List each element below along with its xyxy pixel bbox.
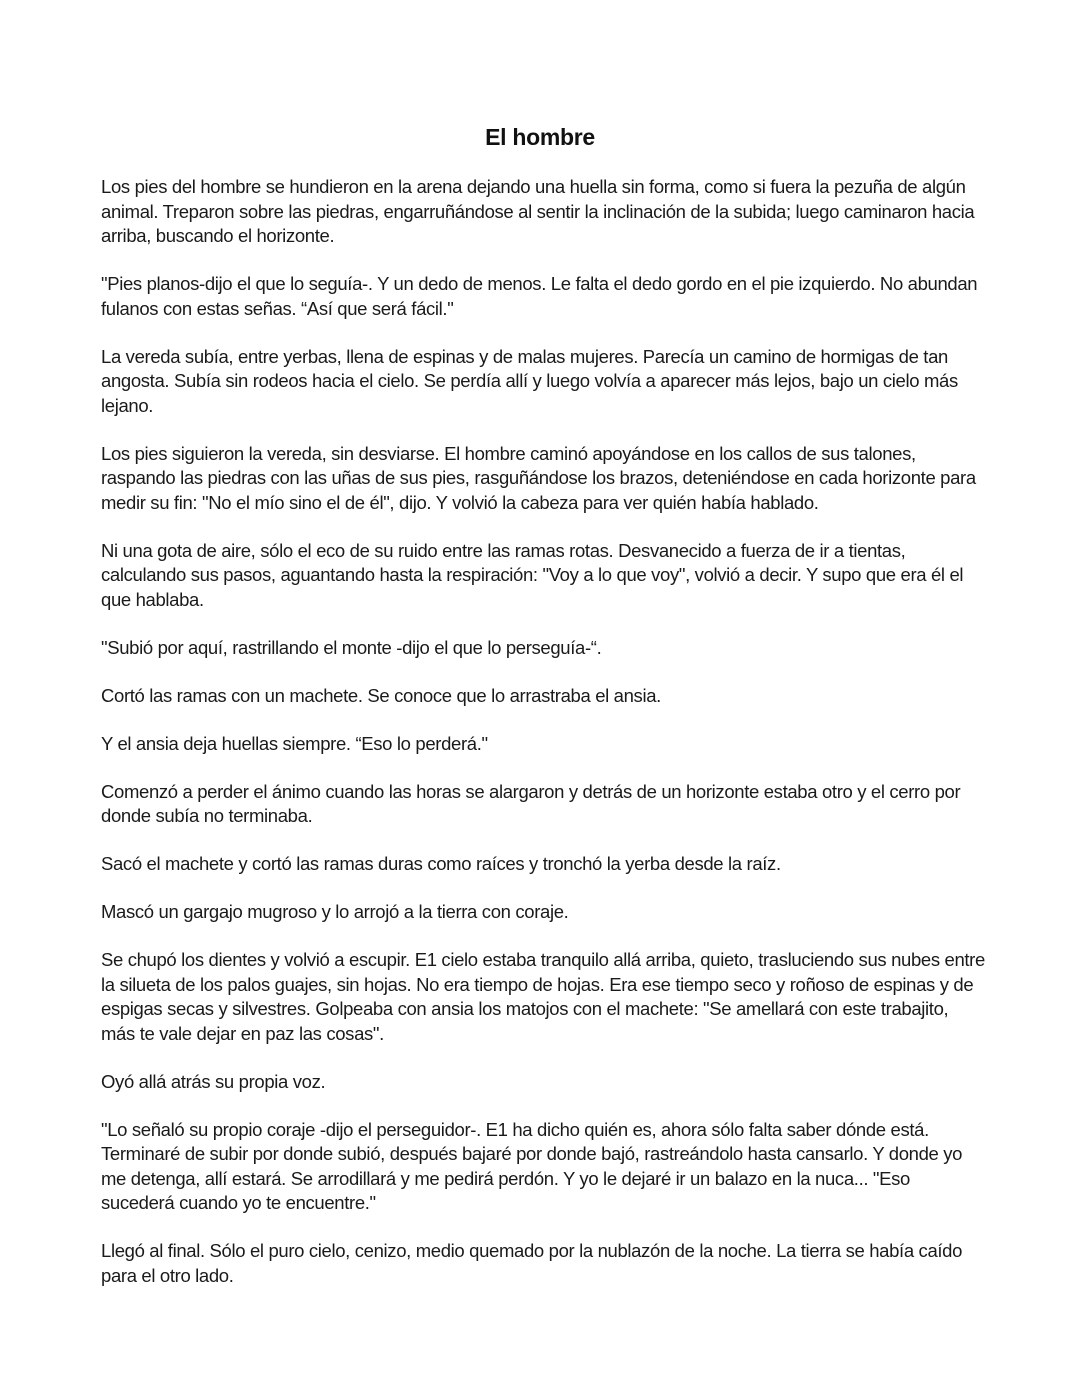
paragraph: Sacó el machete y cortó las ramas duras como raíces y tronchó la yerba desde la raíz. — [101, 853, 781, 874]
paragraph: La vereda subía, entre yerbas, llena de espinas y de malas mujeres. Parecía un camino de hormigas de tan angosta. Subía sin rodeos hacia el cielo. Se perdía allí y luego volvía a aparecer más lejos, bajo un cielo más lejano. — [101, 345, 958, 416]
document-body — [101, 175, 985, 1312]
paragraph: Ni una gota de aire, sólo el eco de su ruido entre las ramas rotas. Desvanecido a fuerza de ir a tientas, calculando sus pasos, aguantando hasta la respiración: "Voy a lo que voy", volvió a decir. Y supo que era él el que hablaba. — [101, 539, 964, 610]
paragraph: Y el ansia deja huellas siempre. “Eso lo perderá." — [101, 732, 488, 754]
paragraph: "Lo señaló su propio coraje -dijo el perseguidor-. E1 ha dicho quién es, ahora sólo falta saber dónde está. Terminaré de subir por donde subió, después bajaré por donde bajó, rastreándolo hasta cansarlo. Y donde yo me detenga, allí estará. Se arrodillará y me pedirá perdón. Y yo le dejaré ir un balazo en la nuca... "Eso sucederá cuando yo te encuentre." — [101, 1118, 963, 1213]
paragraph: "Pies planos-dijo el que lo seguía-. Y un dedo de menos. Le falta el dedo gordo en el pie izquierdo. No abundan fulanos con estas señas. “Así que será fácil." — [101, 273, 978, 319]
paragraph: Se chupó los dientes y volvió a escupir. E1 cielo estaba tranquilo allá arriba, quieto, trasluciendo sus nubes entre la silueta de los palos guajes, sin hojas. No era tiempo de hojas. Era ese tiempo seco y roñoso de espinas y de espigas secas y silvestres. Golpeaba con ansia los matojos con el machete: "Se amellará con este trabajito, más te vale dejar en paz las cosas". — [101, 949, 985, 1044]
paragraph: Los pies siguieron la vereda, sin desviarse. El hombre caminó apoyándose en los callos de sus talones, raspando las piedras con las uñas de sus pies, rasguñándose los brazos, deteniéndose en cada horizonte para medir su fin: "No el mío sino el de él", dijo. Y volvió la cabeza para ver quién había hablado. — [101, 442, 976, 513]
paragraph: Comenzó a perder el ánimo cuando las horas se alargaron y detrás de un horizonte estaba otro y el cerro por donde subía no terminaba. — [101, 780, 961, 826]
paragraph: Oyó allá atrás su propia voz. — [101, 1070, 326, 1092]
document-title: El hombre — [485, 124, 595, 150]
paragraph: Los pies del hombre se hundieron en la arena dejando una huella sin forma, como si fuera la pezuña de algún animal. Treparon sobre las piedras, engarruñándose al sentir la inclinación de la subida; luego caminaron hacia arriba, buscando el horizonte. — [101, 176, 975, 246]
paragraph: "Subió por aquí, rastrillando el monte -dijo el que lo perseguía-“. — [101, 636, 602, 658]
paragraph: Mascó un gargajo mugroso y lo arrojó a la tierra con coraje. — [101, 901, 569, 922]
paragraph: Llegó al final. Sólo el puro cielo, cenizo, medio quemado por la nublazón de la noche. La tierra se había caído para el otro lado. — [101, 1240, 963, 1286]
paragraph: Cortó las ramas con un machete. Se conoce que lo arrastraba el ansia. — [101, 684, 661, 706]
